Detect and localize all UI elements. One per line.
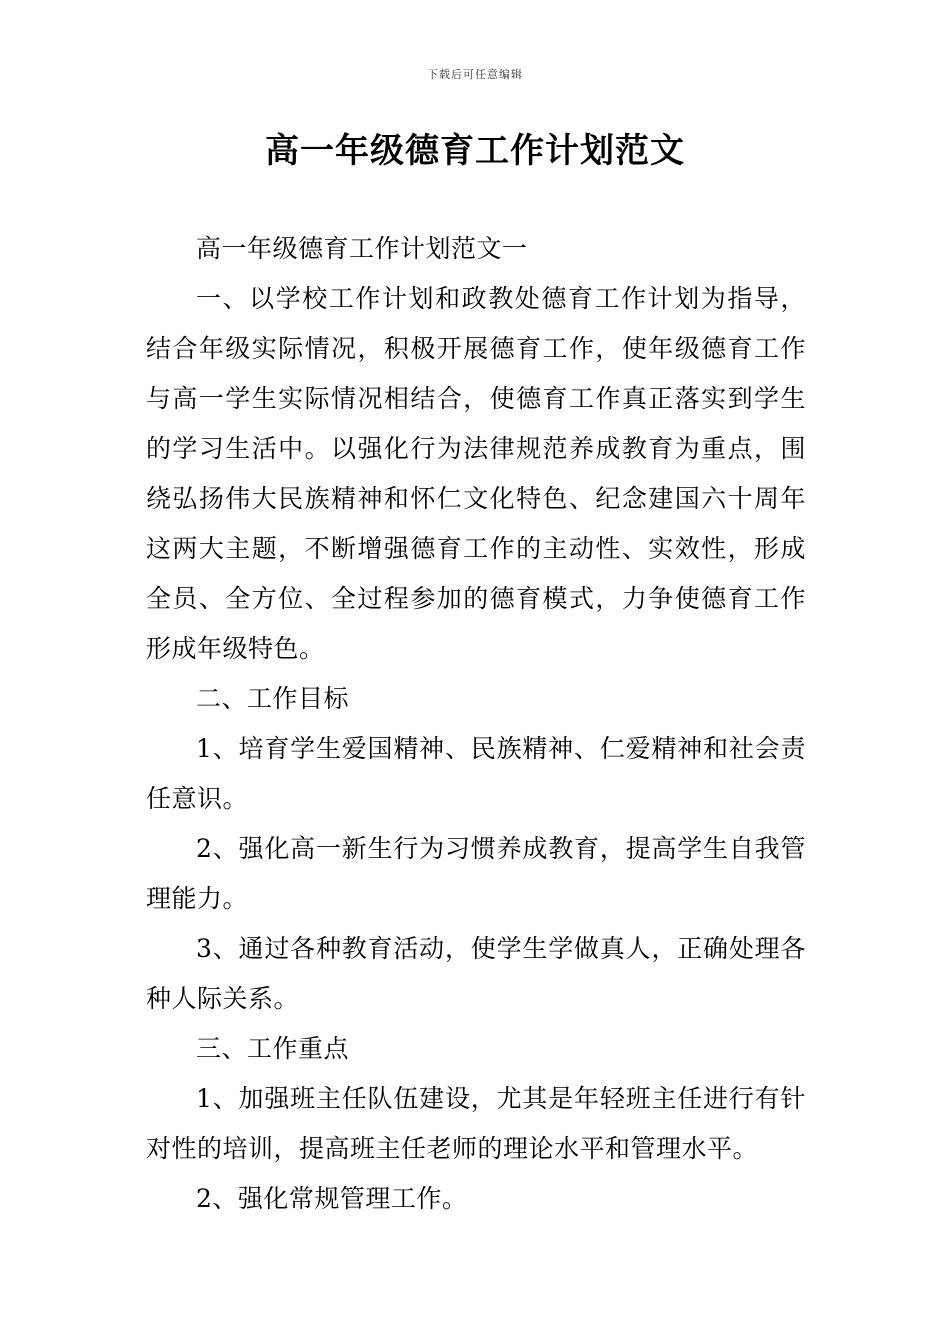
- paragraph-goal-3: 3、通过各种教育活动，使学生学做真人，正确处理各种人际关系。: [146, 934, 806, 1013]
- paragraph-guidance: 一、以学校工作计划和政教处德育工作计划为指导，结合年级实际情况，积极开展德育工作，使年级德育工作与高一学生实际情况相结合，使德育工作真正落实到学生的学习生活中。以强化行为法律规范养成教育为重点，围绕弘扬伟大民族精神和怀仁文化特色、纪念建国六十周年这两大主题，不断增强德育工作的主动性、实效性，形成全员、全方位、全过程参加的德育模式，力争使德育工作形成年级特色。: [146, 284, 806, 663]
- paragraph-focus-1: 1、加强班主任队伍建设，尤其是年轻班主任进行有针对性的培训，提高班主任老师的理论水平和管理水平。: [146, 1084, 806, 1163]
- paragraph-focus-2: 2、强化常规管理工作。: [196, 1184, 468, 1213]
- section-heading-goals: 二、工作目标: [196, 684, 350, 713]
- header-note: 下载后可任意编辑: [427, 68, 523, 81]
- section-heading-focus: 三、工作重点: [196, 1034, 350, 1063]
- paragraph-subtitle: 高一年级德育工作计划范文一: [196, 234, 528, 263]
- document-title: 高一年级德育工作计划范文: [265, 131, 685, 171]
- document-body: [146, 224, 806, 1224]
- paragraph-goal-2: 2、强化高一新生行为习惯养成教育，提高学生自我管理能力。: [146, 834, 806, 913]
- paragraph-goal-1: 1、培育学生爱国精神、民族精神、仁爱精神和社会责任意识。: [146, 734, 806, 813]
